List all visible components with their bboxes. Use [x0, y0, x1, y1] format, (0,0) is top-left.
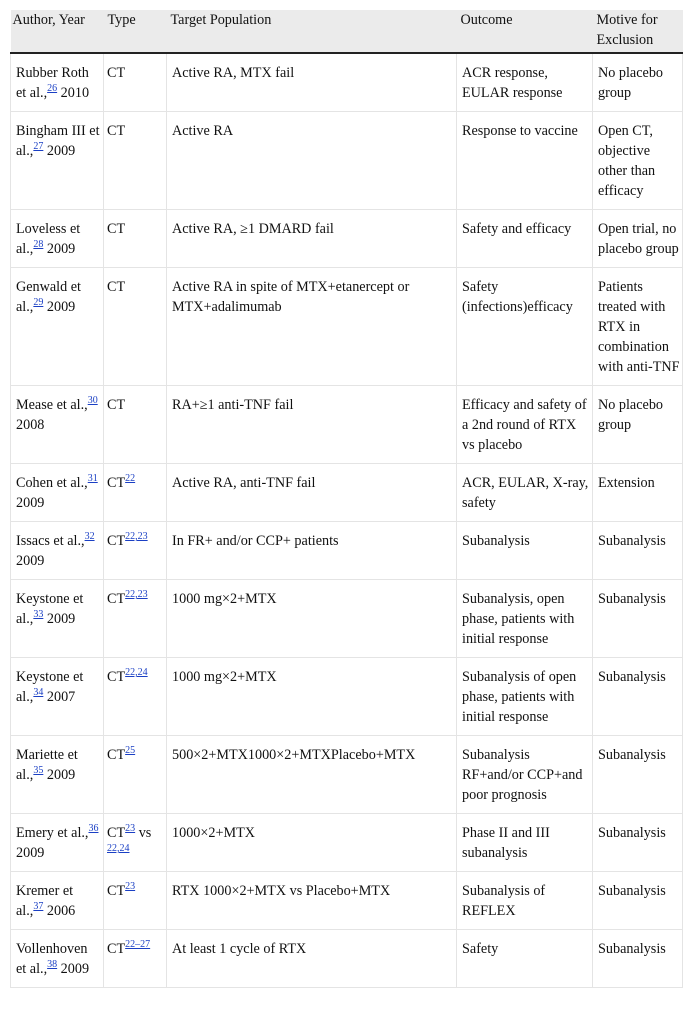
target-population-cell: Active RA, MTX fail	[167, 53, 457, 112]
type-cell	[104, 814, 167, 872]
type-cell	[104, 268, 167, 386]
table-row	[11, 814, 683, 872]
type-cell	[104, 210, 167, 268]
motive-cell: Subanalysis	[593, 872, 683, 930]
type-text: CT	[107, 397, 126, 413]
author-year-cell	[11, 580, 104, 658]
reference-sup	[88, 473, 98, 484]
target-population-cell: At least 1 cycle of RTX	[167, 930, 457, 988]
outcome-cell: Response to vaccine	[457, 112, 593, 210]
author-text: Keystone et al.,	[16, 591, 84, 627]
type-reference-link[interactable]: 22–27	[125, 939, 151, 950]
outcome-cell: Subanalysis of REFLEX	[457, 872, 593, 930]
author-text: Genwald et al.,	[16, 279, 82, 315]
author-year-cell	[11, 658, 104, 736]
type-ref2-sup	[107, 843, 130, 854]
type-cell	[104, 930, 167, 988]
outcome-cell: ACR response, EULAR response	[457, 53, 593, 112]
reference-link[interactable]: 32	[84, 531, 95, 542]
outcome-cell: Phase II and III subanalysis	[457, 814, 593, 872]
author-year-cell	[11, 210, 104, 268]
reference-sup	[33, 297, 43, 308]
outcome-cell: Efficacy and safety of a 2nd round of RTX vs placebo	[457, 386, 593, 464]
header-target-population: Target Population	[167, 10, 457, 53]
author-text: Loveless et al.,	[16, 221, 81, 257]
reference-link[interactable]: 29	[33, 297, 44, 308]
author-text: Cohen et al.,	[16, 475, 88, 491]
type-text: CT	[107, 475, 126, 491]
table-row	[11, 386, 683, 464]
type-suffix-text: vs	[135, 825, 152, 841]
table-row	[11, 522, 683, 580]
motive-cell: Subanalysis	[593, 736, 683, 814]
motive-cell: Subanalysis	[593, 930, 683, 988]
table-row	[11, 464, 683, 522]
outcome-cell: Subanalysis of open phase, patients with initial response	[457, 658, 593, 736]
target-population-cell: In FR+ and/or CCP+ patients	[167, 522, 457, 580]
target-population-cell: RTX 1000×2+MTX vs Placebo+MTX	[167, 872, 457, 930]
motive-cell: Subanalysis	[593, 814, 683, 872]
reference-sup	[85, 531, 95, 542]
year-text: 2008	[16, 417, 45, 433]
target-population-cell: Active RA in spite of MTX+etanercept or MTX+adalimumab	[167, 268, 457, 386]
type-text: CT	[107, 747, 126, 763]
header-motive-for-exclusion: Motive for Exclusion	[593, 10, 683, 53]
year-text: 2009	[46, 611, 76, 627]
reference-link[interactable]: 31	[87, 473, 98, 484]
type-cell	[104, 464, 167, 522]
reference-link[interactable]: 30	[87, 395, 98, 406]
type-reference-link[interactable]: 22	[125, 473, 136, 484]
type-cell	[104, 112, 167, 210]
type-ref-sup	[125, 939, 150, 950]
outcome-cell: Safety (infections)efficacy	[457, 268, 593, 386]
reference-sup	[47, 959, 57, 970]
reference-link[interactable]: 28	[33, 239, 44, 250]
type-cell	[104, 522, 167, 580]
type-reference-link[interactable]: 22,23	[125, 531, 148, 542]
reference-link[interactable]: 36	[88, 823, 99, 834]
type-reference-link[interactable]: 22,23	[125, 589, 148, 600]
exclusion-table	[10, 10, 683, 988]
author-text: Rubber Roth et al.,	[16, 65, 89, 101]
reference-sup	[88, 823, 98, 834]
outcome-cell: Safety	[457, 930, 593, 988]
target-population-cell: 1000×2+MTX	[167, 814, 457, 872]
exclusion-table-container	[10, 10, 682, 988]
author-year-cell	[11, 930, 104, 988]
header-author-year: Author, Year	[11, 10, 104, 53]
type-reference-link[interactable]: 22,24	[125, 667, 148, 678]
year-text: 2009	[46, 241, 76, 257]
motive-cell: Subanalysis	[593, 658, 683, 736]
table-row	[11, 872, 683, 930]
type-ref-sup	[125, 531, 148, 542]
reference-sup	[33, 141, 43, 152]
author-text: Keystone et al.,	[16, 669, 84, 705]
outcome-cell: ACR, EULAR, X-ray, safety	[457, 464, 593, 522]
year-text: 2009	[46, 299, 76, 315]
author-year-cell	[11, 814, 104, 872]
type-cell	[104, 53, 167, 112]
header-outcome: Outcome	[457, 10, 593, 53]
year-text: 2009	[60, 961, 90, 977]
reference-link[interactable]: 37	[33, 901, 44, 912]
type-text: CT	[107, 941, 126, 957]
table-row	[11, 210, 683, 268]
type-reference-link[interactable]: 23	[125, 881, 136, 892]
type-text: CT	[107, 591, 126, 607]
table-row	[11, 658, 683, 736]
type-text: CT	[107, 669, 126, 685]
type-text: CT	[107, 123, 126, 139]
author-text: Vollenhoven et al.,	[16, 941, 88, 977]
author-year-cell	[11, 736, 104, 814]
type-cell	[104, 736, 167, 814]
year-text: 2009	[16, 553, 45, 569]
table-row	[11, 736, 683, 814]
type-cell	[104, 658, 167, 736]
author-text: Bingham III et al.,	[16, 123, 100, 159]
reference-sup	[88, 395, 98, 406]
type-ref-sup	[125, 667, 148, 678]
reference-link[interactable]: 35	[33, 765, 44, 776]
author-text: Mease et al.,	[16, 397, 88, 413]
type-reference-link[interactable]: 25	[125, 745, 136, 756]
author-year-cell	[11, 464, 104, 522]
reference-sup	[33, 239, 43, 250]
reference-link[interactable]: 26	[47, 83, 58, 94]
author-year-cell	[11, 522, 104, 580]
outcome-cell: Subanalysis, open phase, patients with initial response	[457, 580, 593, 658]
motive-cell: Subanalysis	[593, 522, 683, 580]
reference-sup	[47, 83, 57, 94]
reference-link[interactable]: 38	[47, 959, 58, 970]
reference-link[interactable]: 27	[33, 141, 44, 152]
author-text: Emery et al.,	[16, 825, 89, 841]
type-reference-link-2[interactable]: 22,24	[107, 843, 130, 854]
reference-sup	[33, 901, 43, 912]
author-text: Kremer et al.,	[16, 883, 74, 919]
motive-cell: Open CT, objective other than efficacy	[593, 112, 683, 210]
reference-sup	[33, 687, 43, 698]
type-text: CT	[107, 533, 126, 549]
type-reference-link[interactable]: 23	[125, 823, 136, 834]
type-cell	[104, 580, 167, 658]
type-ref-sup	[125, 881, 135, 892]
type-text: CT	[107, 65, 126, 81]
author-text: Mariette et al.,	[16, 747, 78, 783]
table-row	[11, 268, 683, 386]
table-row	[11, 53, 683, 112]
author-year-cell	[11, 112, 104, 210]
reference-link[interactable]: 34	[33, 687, 44, 698]
reference-sup	[33, 765, 43, 776]
type-text: CT	[107, 279, 126, 295]
target-population-cell: 1000 mg×2+MTX	[167, 580, 457, 658]
type-cell	[104, 386, 167, 464]
author-year-cell	[11, 386, 104, 464]
target-population-cell: Active RA, anti-TNF fail	[167, 464, 457, 522]
type-ref-sup	[125, 823, 135, 834]
type-ref-sup	[125, 473, 135, 484]
year-text: 2007	[46, 689, 76, 705]
year-text: 2009	[46, 143, 76, 159]
type-text: CT	[107, 825, 126, 841]
motive-cell: No placebo group	[593, 53, 683, 112]
header-type: Type	[104, 10, 167, 53]
motive-cell: Patients treated with RTX in combination with anti-TNF	[593, 268, 683, 386]
year-text: 2009	[46, 767, 76, 783]
type-text: CT	[107, 221, 126, 237]
outcome-cell: Subanalysis	[457, 522, 593, 580]
motive-cell: Extension	[593, 464, 683, 522]
author-year-cell	[11, 53, 104, 112]
motive-cell: Subanalysis	[593, 580, 683, 658]
author-year-cell	[11, 872, 104, 930]
header-row	[11, 10, 683, 53]
table-row	[11, 112, 683, 210]
reference-link[interactable]: 33	[33, 609, 44, 620]
type-ref-sup	[125, 589, 148, 600]
motive-cell: No placebo group	[593, 386, 683, 464]
target-population-cell: Active RA	[167, 112, 457, 210]
type-cell	[104, 872, 167, 930]
table-row	[11, 930, 683, 988]
target-population-cell: 1000 mg×2+MTX	[167, 658, 457, 736]
motive-cell: Open trial, no placebo group	[593, 210, 683, 268]
year-text: 2010	[60, 85, 90, 101]
year-text: 2006	[46, 903, 76, 919]
outcome-cell: Subanalysis RF+and/or CCP+and poor prognosis	[457, 736, 593, 814]
type-text: CT	[107, 883, 126, 899]
year-text: 2009	[16, 845, 45, 861]
author-year-cell	[11, 268, 104, 386]
target-population-cell: 500×2+MTX1000×2+MTXPlacebo+MTX	[167, 736, 457, 814]
type-ref-sup	[125, 745, 135, 756]
year-text: 2009	[16, 495, 45, 511]
outcome-cell: Safety and efficacy	[457, 210, 593, 268]
table-row	[11, 580, 683, 658]
target-population-cell: RA+≥1 anti-TNF fail	[167, 386, 457, 464]
author-text: Issacs et al.,	[16, 533, 85, 549]
reference-sup	[33, 609, 43, 620]
target-population-cell: Active RA, ≥1 DMARD fail	[167, 210, 457, 268]
